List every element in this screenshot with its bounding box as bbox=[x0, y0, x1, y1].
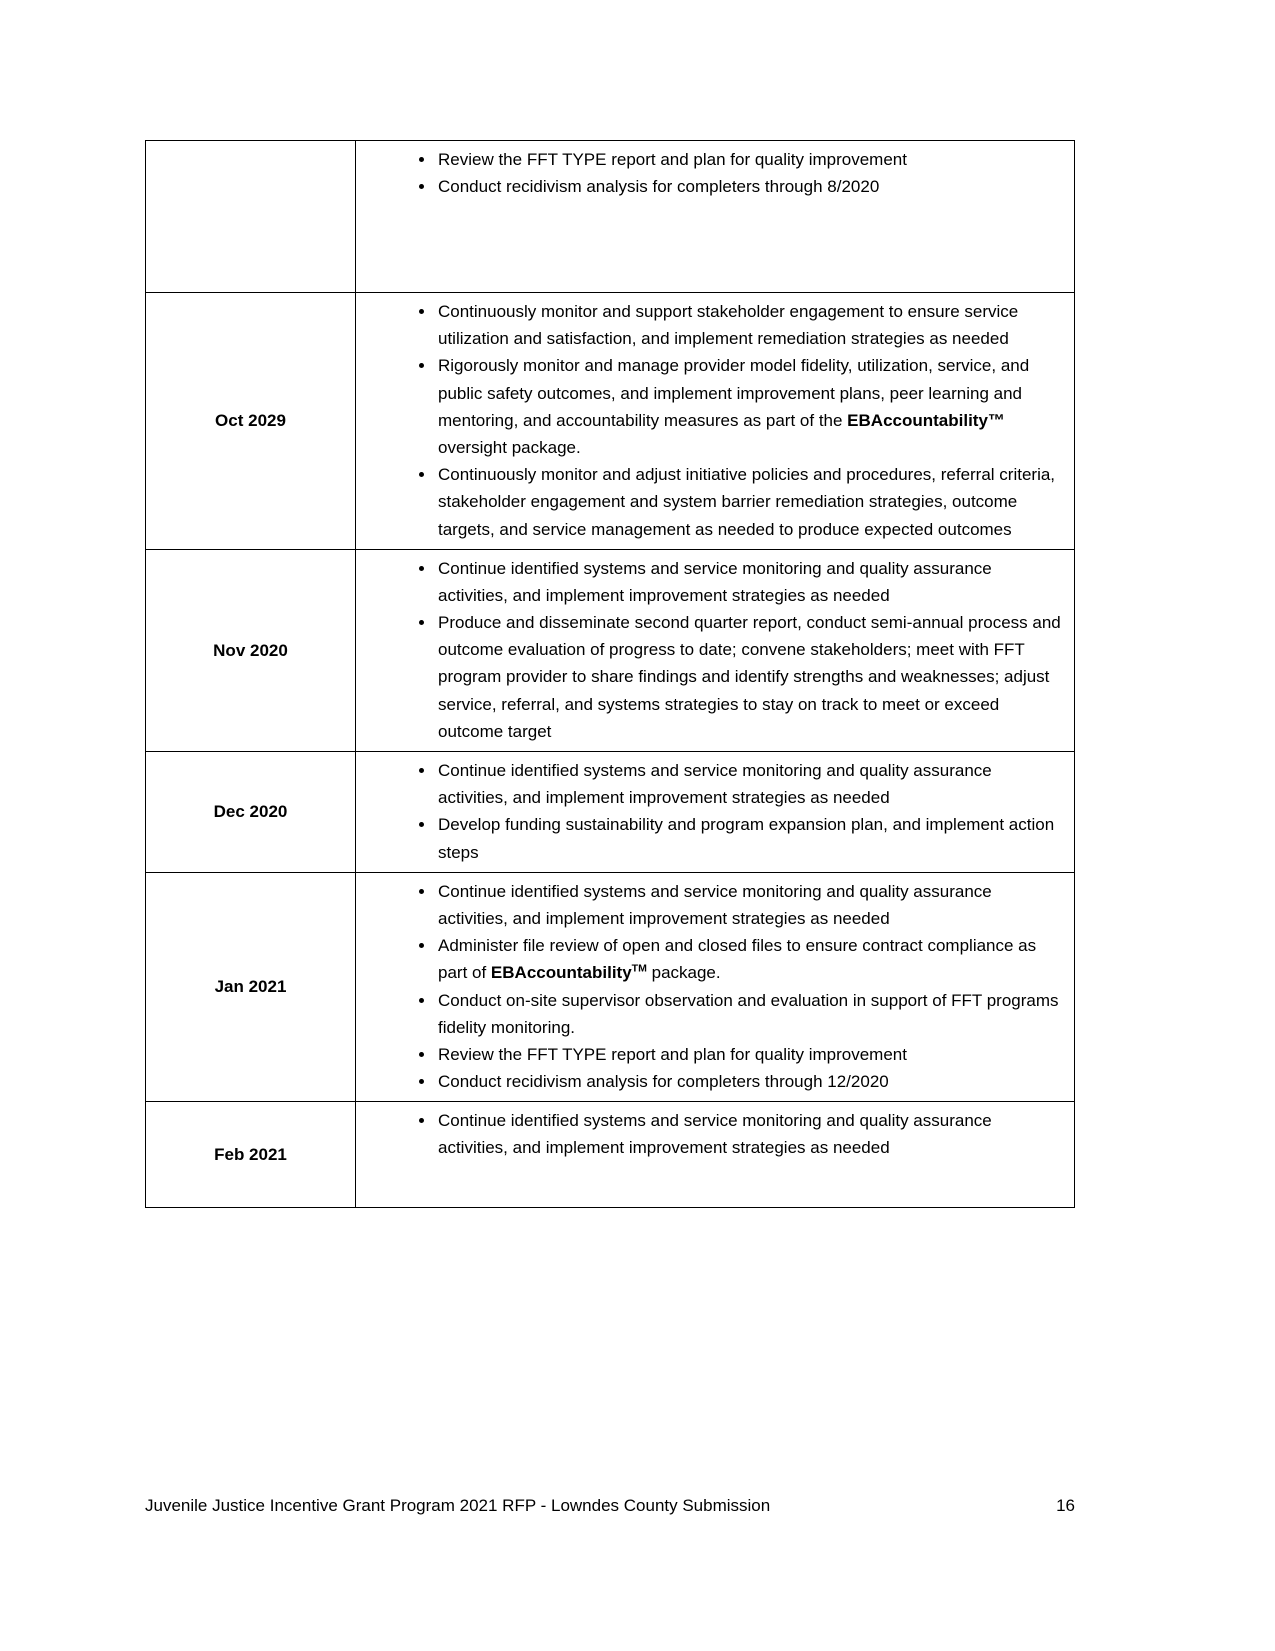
timeline-row bbox=[146, 141, 1075, 293]
activity-item: • Continuously monitor and adjust initiative policies and procedures, referral criteria, stakeholder engagement and system barrier remediation strategies, outcome targets, and service management as needed to produce expected outcomes bbox=[436, 461, 1062, 543]
timeline-row bbox=[146, 872, 1075, 1102]
activity-item: • Conduct recidivism analysis for completers through 12/2020 bbox=[436, 1068, 1062, 1095]
page-number: 16 bbox=[1056, 1496, 1075, 1515]
date-cell: Oct 2029 bbox=[146, 293, 356, 550]
trademark-superscript: TM bbox=[631, 962, 647, 975]
activity-item: • Continue identified systems and service monitoring and quality assurance activities, and implement improvement strategies as needed bbox=[436, 878, 1062, 932]
timeline-row bbox=[146, 1102, 1075, 1208]
activities-cell bbox=[356, 293, 1075, 550]
timeline-row bbox=[146, 293, 1075, 550]
activity-item: • Review the FFT TYPE report and plan for quality improvement bbox=[436, 1041, 1062, 1068]
activity-list bbox=[356, 298, 1062, 543]
activity-item: • Administer file review of open and closed files to ensure contract compliance as part of EBAccountability™ package. bbox=[436, 932, 1062, 986]
bold-text: EBAccountability bbox=[490, 963, 632, 983]
activities-cell bbox=[356, 549, 1075, 751]
activities-cell bbox=[356, 1102, 1075, 1208]
activity-item: • Conduct recidivism analysis for completers through 8/2020 bbox=[436, 173, 1062, 200]
activity-item: • Rigorously monitor and manage provider model fidelity, utilization, service, and public safety outcomes, and implement improvement plans, peer learning and mentoring, and accountability measures as part of the EBAccountability™ oversight package. bbox=[436, 352, 1062, 461]
activity-item: • Review the FFT TYPE report and plan for quality improvement bbox=[436, 146, 1062, 173]
timeline-table bbox=[145, 140, 1075, 1208]
activity-list bbox=[356, 1107, 1062, 1161]
activity-item: • Conduct on-site supervisor observation and evaluation in support of FFT programs fidelity monitoring. bbox=[436, 987, 1062, 1041]
footer-text: Juvenile Justice Incentive Grant Program 2021 RFP - Lowndes County Submission bbox=[145, 1496, 771, 1515]
timeline-table-body bbox=[146, 141, 1075, 1208]
date-cell: Dec 2020 bbox=[146, 752, 356, 873]
timeline-row bbox=[146, 549, 1075, 751]
activity-list bbox=[356, 555, 1062, 745]
activity-item: • Continue identified systems and service monitoring and quality assurance activities, and implement improvement strategies as needed bbox=[436, 757, 1062, 811]
activity-item: • Continue identified systems and service monitoring and quality assurance activities, and implement improvement strategies as needed bbox=[436, 1107, 1062, 1161]
activity-item: • Continue identified systems and service monitoring and quality assurance activities, and implement improvement strategies as needed bbox=[436, 555, 1062, 609]
activities-cell bbox=[356, 752, 1075, 873]
date-cell: Jan 2021 bbox=[146, 872, 356, 1102]
activity-item: • Develop funding sustainability and program expansion plan, and implement action steps bbox=[436, 811, 1062, 865]
date-cell: Feb 2021 bbox=[146, 1102, 356, 1208]
activity-list bbox=[356, 878, 1062, 1096]
bold-text: EBAccountability™ bbox=[847, 410, 1005, 430]
activities-cell bbox=[356, 872, 1075, 1102]
activity-list bbox=[356, 757, 1062, 866]
activity-item: • Continuously monitor and support stakeholder engagement to ensure service utilization and satisfaction, and implement remediation strategies as needed bbox=[436, 298, 1062, 352]
page-footer bbox=[145, 1496, 1075, 1516]
activities-cell bbox=[356, 141, 1075, 293]
activity-list bbox=[356, 146, 1062, 200]
timeline-row bbox=[146, 752, 1075, 873]
date-cell: Nov 2020 bbox=[146, 549, 356, 751]
date-cell bbox=[146, 141, 356, 293]
activity-item: • Produce and disseminate second quarter report, conduct semi-annual process and outcome evaluation of progress to date; convene stakeholders; meet with FFT program provider to share findings and identify strengths and weaknesses; adjust service, referral, and systems strategies to stay on track to meet or exceed outcome target bbox=[436, 609, 1062, 745]
